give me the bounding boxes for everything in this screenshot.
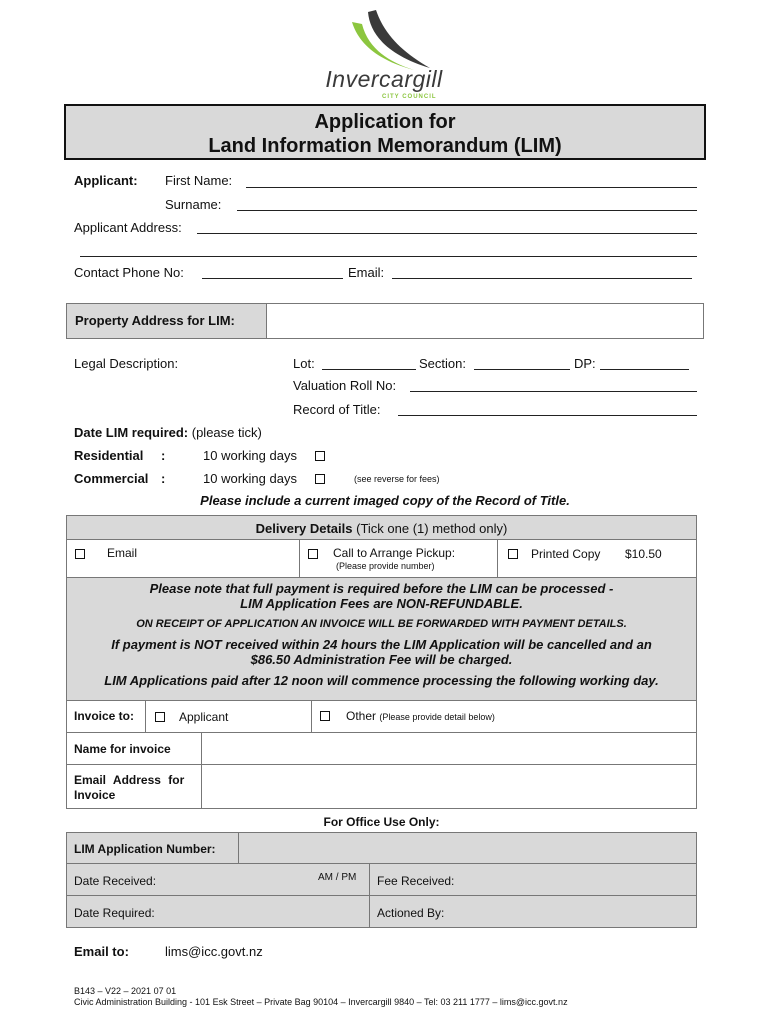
payment-notice (66, 577, 697, 701)
surname-field[interactable] (237, 210, 697, 211)
am-pm-label: AM / PM (318, 872, 357, 883)
delivery-header-rest: (Tick one (1) method only) (356, 521, 508, 536)
invoice-email-label-1: Email Address for (74, 773, 185, 787)
applicant-address-label: Applicant Address: (74, 220, 182, 235)
applicant-address-field[interactable] (197, 233, 697, 234)
email-to-value[interactable]: lims@icc.govt.nz (165, 944, 263, 959)
record-of-title-note: Please include a current imaged copy of the Record of Title. (200, 493, 570, 508)
notice-line-4: If payment is NOT received within 24 hours the LIM Application will be cancelled and an (111, 637, 652, 652)
see-reverse-note: (see reverse for fees) (354, 474, 440, 484)
lot-field[interactable] (322, 369, 416, 370)
date-required-office-cell[interactable] (66, 895, 370, 928)
date-received-cell[interactable] (66, 863, 370, 896)
delivery-pickup-checkbox[interactable] (308, 549, 318, 559)
applicant-address-field-2[interactable] (80, 256, 697, 257)
invoice-email-field[interactable] (201, 764, 697, 809)
residential-label: Residential (74, 448, 144, 463)
residential-colon: : (161, 448, 166, 463)
phone-field[interactable] (202, 278, 343, 279)
office-use-heading: For Office Use Only: (323, 815, 440, 829)
commercial-label: Commercial (74, 471, 149, 486)
delivery-pickup-label: Call to Arrange Pickup: (333, 546, 456, 560)
invoice-to-label-cell (66, 700, 146, 733)
actioned-by-cell[interactable] (369, 895, 697, 928)
invoice-name-field[interactable] (201, 732, 697, 765)
invoice-name-label: Name for invoice (74, 742, 171, 756)
legal-description-label: Legal Description: (74, 356, 179, 371)
invoice-other-checkbox[interactable] (320, 711, 330, 721)
date-required-row (74, 425, 262, 440)
surname-label: Surname: (165, 197, 222, 212)
valuation-field[interactable] (410, 391, 697, 392)
lim-number-label-cell (66, 832, 239, 864)
logo-swoosh-icon (318, 8, 450, 72)
email-label: Email: (348, 265, 385, 280)
delivery-email-checkbox[interactable] (75, 549, 85, 559)
valuation-label: Valuation Roll No: (293, 378, 397, 393)
notice-line-3: ON RECEIPT OF APPLICATION AN INVOICE WILL BE FORWARDED WITH PAYMENT DETAILS. (136, 618, 627, 630)
property-address-label-cell (66, 303, 267, 339)
delivery-printed-cell[interactable] (497, 539, 697, 578)
residential-checkbox[interactable] (315, 451, 325, 461)
title-line-1: Application for (314, 111, 456, 133)
invoice-email-label-cell (66, 764, 202, 809)
date-required-label: Date LIM required: (74, 425, 189, 440)
record-of-title-label: Record of Title: (293, 402, 381, 417)
delivery-printed-checkbox[interactable] (508, 549, 518, 559)
notice-line-1: Please note that full payment is required before the LIM can be processed - (149, 581, 614, 596)
lim-number-label: LIM Application Number: (74, 842, 216, 856)
invoice-applicant-label: Applicant (179, 710, 229, 724)
applicant-label: Applicant: (74, 173, 138, 188)
date-required-hint: (please tick) (191, 425, 262, 440)
delivery-pickup-note: (Please provide number) (336, 561, 435, 571)
lim-number-field[interactable] (238, 832, 697, 864)
delivery-printed-label: Printed Copy (531, 547, 601, 561)
lot-label: Lot: (293, 356, 315, 371)
delivery-email-cell[interactable] (66, 539, 300, 578)
delivery-header-bold: Delivery Details (255, 521, 353, 536)
delivery-email-label: Email (107, 546, 138, 560)
delivery-pickup-cell[interactable] (299, 539, 498, 578)
property-address-field[interactable] (266, 303, 704, 339)
title-line-2: Land Information Memorandum (LIM) (208, 135, 562, 157)
dp-label: DP: (574, 356, 596, 371)
residential-days: 10 working days (203, 448, 297, 463)
invoice-name-label-cell (66, 732, 202, 765)
notice-line-6: LIM Applications paid after 12 noon will commence processing the following working day. (104, 673, 659, 688)
first-name-field[interactable] (246, 187, 697, 188)
email-field[interactable] (392, 278, 692, 279)
invoice-applicant-cell[interactable] (145, 700, 312, 733)
date-required-office-label: Date Required: (74, 906, 155, 920)
council-logo (318, 8, 450, 102)
footer-address: Civic Administration Building - 101 Esk Street – Private Bag 90104 – Invercargill 9840 – Tel: 03 211 1777 – lims@icc.govt.nz (74, 997, 568, 1007)
invoice-other-label (346, 709, 495, 723)
logo-subtitle: CITY COUNCIL (382, 94, 437, 100)
commercial-checkbox[interactable] (315, 474, 325, 484)
dp-field[interactable] (600, 369, 689, 370)
date-received-label: Date Received: (74, 874, 157, 888)
invoice-other-cell[interactable] (311, 700, 697, 733)
commercial-days: 10 working days (203, 471, 297, 486)
notice-line-5: $86.50 Administration Fee will be charged. (250, 652, 513, 667)
section-label: Section: (419, 356, 466, 371)
first-name-label: First Name: (165, 173, 233, 188)
title-box (64, 104, 706, 160)
invoice-email-label-2: Invoice (74, 788, 116, 802)
commercial-colon: : (161, 471, 166, 486)
invoice-applicant-checkbox[interactable] (155, 712, 165, 722)
invoice-to-label: Invoice to: (74, 709, 135, 723)
delivery-header (66, 515, 697, 540)
fee-received-cell[interactable] (369, 863, 697, 896)
record-of-title-field[interactable] (398, 415, 697, 416)
fee-received-label: Fee Received: (377, 874, 455, 888)
phone-label: Contact Phone No: (74, 265, 184, 280)
footer-code: B143 – V22 – 2021 07 01 (74, 986, 177, 996)
logo-name: Invercargill (325, 66, 443, 92)
invoice-other-note: (Please provide detail below) (379, 712, 495, 722)
notice-line-2: LIM Application Fees are NON-REFUNDABLE. (240, 596, 523, 611)
section-field[interactable] (474, 369, 570, 370)
email-to-label: Email to: (74, 944, 129, 959)
property-address-label: Property Address for LIM: (75, 313, 235, 328)
delivery-printed-price: $10.50 (625, 547, 662, 561)
invoice-other-text: Other (346, 709, 377, 723)
actioned-by-label: Actioned By: (377, 906, 445, 920)
